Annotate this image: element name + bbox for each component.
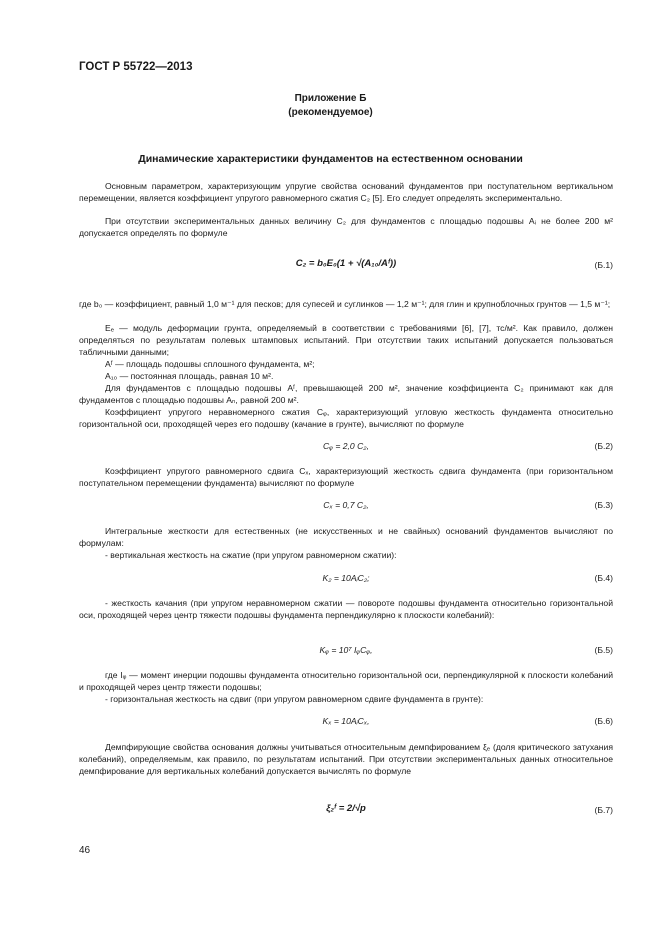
list-item: - жесткость качания (при упругом неравномерном сжатии — повороте подошвы фундамента относительно горизонтальной оси, проходящей через центр тяжести подошвы фундамента перпендикулярно к плоскости колебаний):: [79, 598, 613, 620]
document-code: ГОСТ Р 55722—2013: [79, 61, 193, 73]
equation-formula: C₂ = b₀E₀(1 + √(A₁₀/Aᶠ)): [295, 258, 397, 269]
equation-b3: [79, 500, 613, 520]
equation-number: (Б.2): [594, 441, 613, 451]
paragraph: Демпфирующие свойства основания должны учитываться относительным демпфированием ξₑ (доля критического затухания колебаний), определяемым, как правило, по результатам испытаний. При отсутствии экспериментальных данных относительное демпфирование для вертикальных колебаний допускается вычислять по формуле: [79, 742, 613, 776]
equation-number: (Б.3): [594, 500, 613, 510]
equation-number: (Б.7): [594, 805, 613, 815]
list-item: - вертикальная жесткость на сжатие (при упругом равномерном сжатии):: [105, 550, 397, 560]
equation-b6: [79, 716, 613, 736]
equation-formula: K₂ = 10AᵢC₂;: [322, 573, 370, 583]
equation-number: (Б.5): [594, 645, 613, 655]
list-item: - горизонтальная жесткость на сдвиг (при упругом равномерном сдвиге фундамента в грунте):: [105, 694, 484, 704]
paragraph: Основным параметром, характеризующим упругие свойства оснований фундаментов при поступательном вертикальном перемещении, является коэффициент упругого равномерного сжатия C₂ [5]. Его следует определять экспериментально.: [79, 181, 613, 203]
page-number: 46: [79, 845, 91, 856]
equation-formula: Kᵩ = 10⁷ IᵩCᵩ,: [319, 645, 373, 655]
equation-b1: [79, 258, 613, 278]
paragraph: Коэффициент упругого неравномерного сжатия Cᵩ, характеризующий угловую жесткость фундамента относительно горизонтальной оси, проходящей через его подошву (качание в грунте), вычисляют по формуле: [79, 407, 613, 429]
equation-number: (Б.1): [594, 260, 613, 270]
equation-formula: Kₓ = 10AᵢCₓ,: [322, 716, 370, 726]
paragraph: Интегральные жесткости для естественных (не искусственных и не свайных) оснований фундаментов вычисляют по формулам:: [79, 526, 613, 548]
equation-b2: [79, 441, 613, 461]
equation-number: (Б.6): [594, 716, 613, 726]
paragraph: Коэффициент упругого равномерного сдвига Cₓ, характеризующий жесткость сдвига фундамента (при горизонтальном поступательном перемещении фундамента) вычисляют по формуле: [79, 466, 613, 488]
equation-b5: [79, 645, 613, 665]
section-title: Динамические характеристики фундаментов на естественном основании: [138, 153, 523, 165]
appendix-heading: [0, 92, 661, 120]
paragraph: При отсутствии экспериментальных данных величину C₂ для фундаментов с площадью подошвы Aᵢ не более 200 м² допускается определять по формуле: [79, 216, 613, 238]
appendix-subtitle: (рекомендуемое): [288, 107, 373, 118]
where-clause: где Iᵩ — момент инерции подошвы фундамента относительно горизонтальной оси, перпендикулярной к плоскости колебаний и проходящей через центр тяжести подошвы;: [79, 670, 613, 692]
where-clause: Eₑ — модуль деформации грунта, определяемый в соответствии с требованиями [6], [7], тс/м². Как правило, должен определяться по результатам полевых штамповых испытаний. При отсутствии таких испытаний допускается пользоваться табличными данными;: [79, 323, 613, 357]
equation-number: (Б.4): [594, 573, 613, 583]
equation-formula: ξ₂ᶠ = 2/√p: [326, 803, 366, 814]
equation-b4: [79, 573, 613, 593]
where-clause: A₁₀ — постоянная площадь, равная 10 м².: [105, 371, 274, 381]
where-clause: где b₀ — коэффициент, равный 1,0 м⁻¹ для песков; для супесей и суглинков — 1,2 м⁻¹; для глин и крупноблочных грунтов — 1,5 м⁻¹;: [79, 299, 611, 309]
equation-formula: Cₓ = 0,7 C₂,: [323, 500, 369, 510]
equation-formula: Cᵩ = 2,0 C₂,: [323, 441, 369, 451]
appendix-title: Приложение Б: [294, 93, 367, 104]
paragraph: Для фундаментов с площадью подошвы Aᶠ, превышающей 200 м², значение коэффициента C₂ принимают как для фундаментов с площадью подошвы Aₙ, равной 200 м².: [79, 383, 613, 405]
equation-b7: [79, 803, 613, 823]
where-clause: Aᶠ — площадь подошвы сплошного фундамента, м²;: [105, 359, 315, 369]
